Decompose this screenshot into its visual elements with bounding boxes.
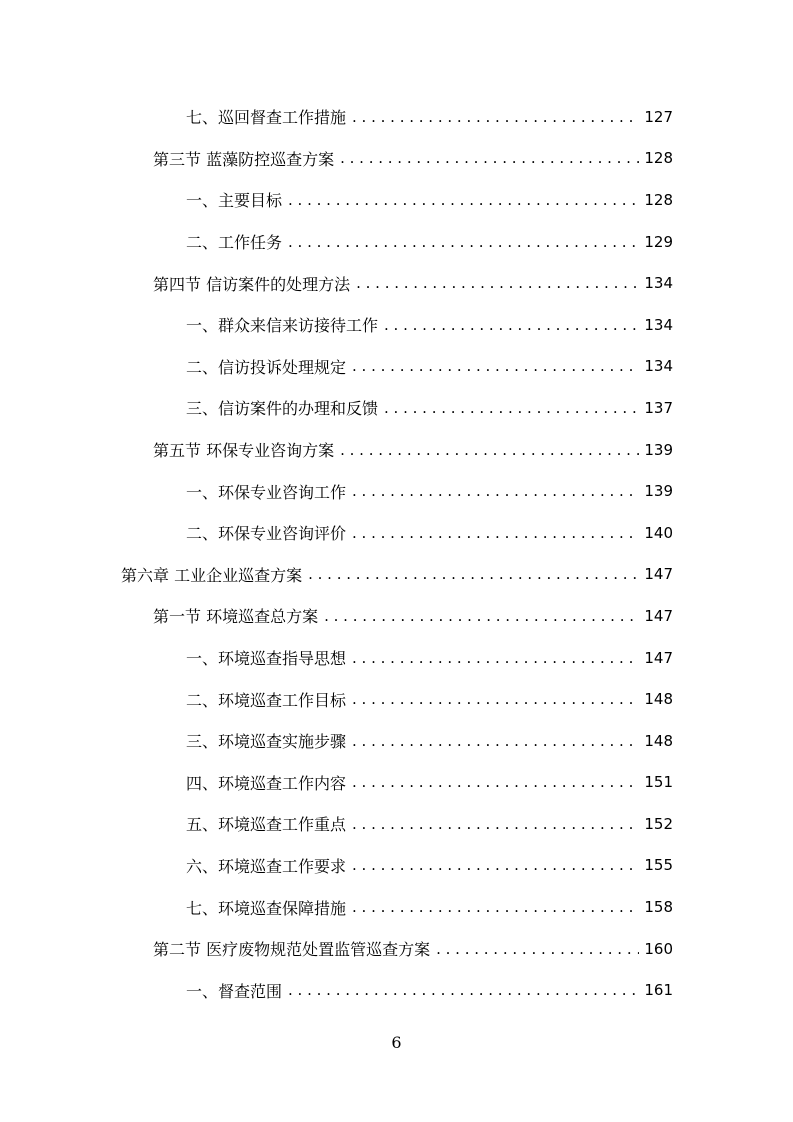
toc-entry-title: 五、环境巡查工作重点	[186, 815, 347, 835]
toc-entry[interactable]	[0, 720, 793, 762]
toc-entry-title: 七、环境巡查保障措施	[186, 898, 347, 918]
toc-entry-page: 128	[644, 149, 673, 168]
toc-dot-leader	[288, 233, 639, 251]
toc-entry-title: 六、环境巡查工作要求	[186, 856, 347, 876]
toc-entry-title: 一、群众来信来访接待工作	[186, 316, 379, 336]
toc-entry-page: 127	[644, 107, 673, 126]
toc-entry-page: 129	[644, 232, 673, 251]
toc-dot-leader	[352, 690, 639, 708]
toc-entry-title: 一、督查范围	[186, 981, 283, 1001]
toc-entry-title: 一、主要目标	[186, 191, 283, 211]
toc-entry-title: 三、信访案件的办理和反馈	[186, 399, 379, 419]
toc-entry-page: 134	[644, 357, 673, 376]
toc-entry-page: 147	[644, 606, 673, 625]
toc-entry[interactable]	[0, 554, 793, 596]
toc-entry-title: 第二节 医疗废物规范处置监管巡查方案	[153, 940, 431, 960]
toc-entry[interactable]	[0, 762, 793, 804]
toc-entry[interactable]	[0, 304, 793, 346]
toc-entry[interactable]	[0, 886, 793, 928]
toc-entry[interactable]	[0, 179, 793, 221]
toc-dot-leader	[308, 565, 639, 583]
toc-entry-title: 第一节 环境巡查总方案	[153, 607, 319, 627]
toc-entry[interactable]	[0, 969, 793, 1011]
toc-entry-page: 128	[644, 190, 673, 209]
toc-entry-page: 161	[644, 981, 673, 1000]
toc-entry-title: 二、环境巡查工作目标	[186, 690, 347, 710]
toc-dot-leader	[352, 773, 639, 791]
toc-entry[interactable]	[0, 262, 793, 304]
toc-entry[interactable]	[0, 512, 793, 554]
table-of-contents	[0, 96, 793, 1011]
toc-entry-title: 三、环境巡查实施步骤	[186, 732, 347, 752]
toc-entry-title: 一、环境巡查指导思想	[186, 649, 347, 669]
toc-dot-leader	[352, 524, 639, 542]
toc-entry[interactable]	[0, 928, 793, 970]
toc-entry-title: 二、信访投诉处理规定	[186, 357, 347, 377]
toc-entry-page: 139	[644, 482, 673, 501]
toc-dot-leader	[384, 399, 639, 417]
toc-entry-page: 139	[644, 440, 673, 459]
toc-dot-leader	[352, 357, 639, 375]
page-number: 6	[391, 1033, 402, 1052]
toc-entry-page: 140	[644, 523, 673, 542]
toc-dot-leader	[288, 191, 639, 209]
toc-entry[interactable]	[0, 803, 793, 845]
toc-entry-page: 158	[644, 898, 673, 917]
toc-dot-leader	[352, 898, 639, 916]
toc-dot-leader	[352, 732, 639, 750]
toc-entry-page: 155	[644, 856, 673, 875]
toc-entry-page: 148	[644, 690, 673, 709]
toc-dot-leader	[288, 981, 639, 999]
toc-entry[interactable]	[0, 429, 793, 471]
toc-entry-page: 137	[644, 398, 673, 417]
toc-entry[interactable]	[0, 138, 793, 180]
toc-dot-leader	[352, 856, 639, 874]
toc-entry-page: 147	[644, 648, 673, 667]
toc-entry-page: 147	[644, 565, 673, 584]
toc-entry-title: 一、环保专业咨询工作	[186, 482, 347, 502]
toc-dot-leader	[384, 316, 639, 334]
toc-dot-leader	[352, 649, 639, 667]
toc-entry[interactable]	[0, 346, 793, 388]
toc-entry[interactable]	[0, 595, 793, 637]
toc-entry-title: 七、巡回督查工作措施	[186, 108, 347, 128]
toc-entry[interactable]	[0, 678, 793, 720]
toc-entry[interactable]	[0, 470, 793, 512]
toc-entry-title: 四、环境巡查工作内容	[186, 773, 347, 793]
toc-dot-leader	[352, 108, 639, 126]
toc-dot-leader	[352, 815, 639, 833]
toc-dot-leader	[436, 940, 639, 958]
toc-entry-title: 第五节 环保专业咨询方案	[153, 441, 335, 461]
toc-entry-title: 二、环保专业咨询评价	[186, 524, 347, 544]
toc-entry[interactable]	[0, 845, 793, 887]
toc-entry[interactable]	[0, 221, 793, 263]
toc-entry[interactable]	[0, 637, 793, 679]
toc-dot-leader	[324, 607, 639, 625]
toc-entry-page: 151	[644, 773, 673, 792]
toc-dot-leader	[340, 149, 639, 167]
toc-entry-page: 134	[644, 274, 673, 293]
toc-entry-page: 160	[644, 939, 673, 958]
toc-entry-page: 152	[644, 814, 673, 833]
toc-entry[interactable]	[0, 387, 793, 429]
toc-entry-title: 第三节 蓝藻防控巡查方案	[153, 149, 335, 169]
toc-dot-leader	[356, 274, 639, 292]
toc-dot-leader	[352, 482, 639, 500]
toc-entry-page: 134	[644, 315, 673, 334]
toc-entry-title: 二、工作任务	[186, 233, 283, 253]
toc-entry[interactable]	[0, 96, 793, 138]
toc-dot-leader	[340, 441, 639, 459]
toc-entry-title: 第六章 工业企业巡查方案	[121, 565, 303, 585]
toc-entry-page: 148	[644, 731, 673, 750]
toc-entry-title: 第四节 信访案件的处理方法	[153, 274, 351, 294]
